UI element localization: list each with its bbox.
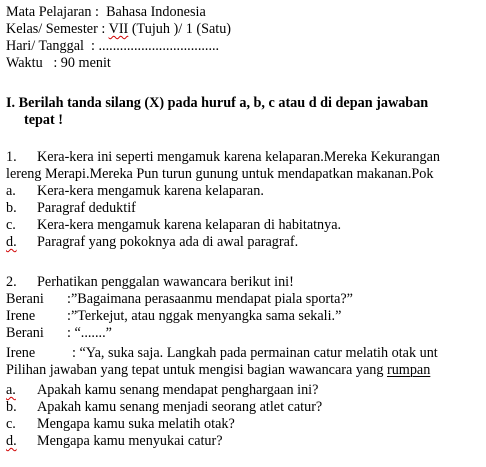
dialog-text: :”Bagaimana perasaanmu mendapat piala sporta?”	[67, 291, 353, 307]
instruction-underlined: rumpan	[386, 362, 431, 378]
section-heading-line2: tepat !	[24, 112, 64, 128]
option-letter: d.	[6, 433, 17, 449]
question-1-text-line2: lereng Merapi.Mereka Pun turun gunung untuk mendapatkan makanan.Pok	[6, 166, 434, 182]
option-text: Mengapa kamu suka melatih otak?	[37, 416, 235, 432]
option-letter: c.	[6, 217, 16, 233]
option-letter: a.	[6, 183, 16, 199]
question-2-line1	[6, 274, 294, 291]
option-letter: c.	[6, 416, 16, 432]
subject-line	[6, 4, 206, 21]
subject-value: Bahasa Indonesia	[106, 4, 206, 20]
question-1-option-a	[6, 183, 264, 200]
question-2-option-c	[6, 416, 235, 433]
question-1-option-b	[6, 200, 136, 217]
dialog-text: :”Terkejut, atau nggak menyangka sama sekali.”	[67, 308, 342, 324]
option-text: Kera-kera mengamuk karena kelaparan.	[37, 183, 264, 199]
option-text: Paragraf yang pokoknya ada di awal paragraf.	[37, 234, 299, 250]
option-text: Kera-kera mengamuk karena kelaparan di habitatnya.	[37, 217, 342, 233]
option-text: Apakah kamu senang mendapat penghargaan ini?	[37, 382, 319, 398]
option-text: Apakah kamu senang menjadi seorang atlet catur?	[37, 399, 323, 415]
class-label: Kelas/ Semester :	[6, 21, 109, 37]
option-letter: d.	[6, 234, 17, 250]
dialog-text: : “.......”	[67, 325, 112, 341]
option-text: Paragraf deduktif	[37, 200, 136, 216]
question-2-instruction	[6, 362, 430, 379]
option-letter: b.	[6, 399, 17, 415]
question-1-option-c	[6, 217, 341, 234]
question-1-option-d	[6, 234, 298, 251]
question-1-number: 1.	[6, 149, 17, 165]
question-2-number: 2.	[6, 274, 17, 290]
dialog-speaker: Irene	[6, 345, 36, 361]
question-2-option-d	[6, 433, 223, 450]
time-line: Waktu : 90 menit	[6, 55, 111, 71]
question-1-line1	[6, 149, 440, 166]
section-heading-line1: I. Berilah tanda silang (X) pada huruf a, b, c atau d di depan jawaban	[6, 95, 429, 111]
day-date-line: Hari/ Tanggal : ..................................	[6, 38, 220, 54]
question-2-option-b	[6, 399, 322, 416]
class-line	[6, 21, 231, 38]
option-letter: b.	[6, 200, 17, 216]
subject-label: Mata Pelajaran :	[6, 4, 107, 20]
dialog-line-3	[6, 325, 112, 342]
dialog-speaker: Irene	[6, 308, 36, 324]
dialog-speaker: Berani	[6, 291, 44, 307]
dialog-speaker: Berani	[6, 325, 44, 341]
dialog-text: : “Ya, suka saja. Langkah pada permainan catur melatih otak unt	[72, 345, 438, 361]
class-value-rest: (Tujuh )/ 1 (Satu)	[128, 21, 232, 37]
option-text: Mengapa kamu menyukai catur?	[37, 433, 223, 449]
question-2-option-a	[6, 382, 318, 399]
dialog-line-4	[6, 345, 438, 362]
instruction-text: Pilihan jawaban yang tepat untuk mengisi bagian wawancara yang	[6, 362, 387, 378]
dialog-line-2	[6, 308, 341, 325]
class-value-roman: VII	[108, 21, 129, 37]
option-letter: a.	[6, 382, 16, 398]
dialog-line-1	[6, 291, 353, 308]
question-1-text-line1: Kera-kera ini seperti mengamuk karena kelaparan.Mereka Kekurangan	[37, 149, 440, 165]
question-2-intro: Perhatikan penggalan wawancara berikut ini!	[37, 274, 294, 290]
